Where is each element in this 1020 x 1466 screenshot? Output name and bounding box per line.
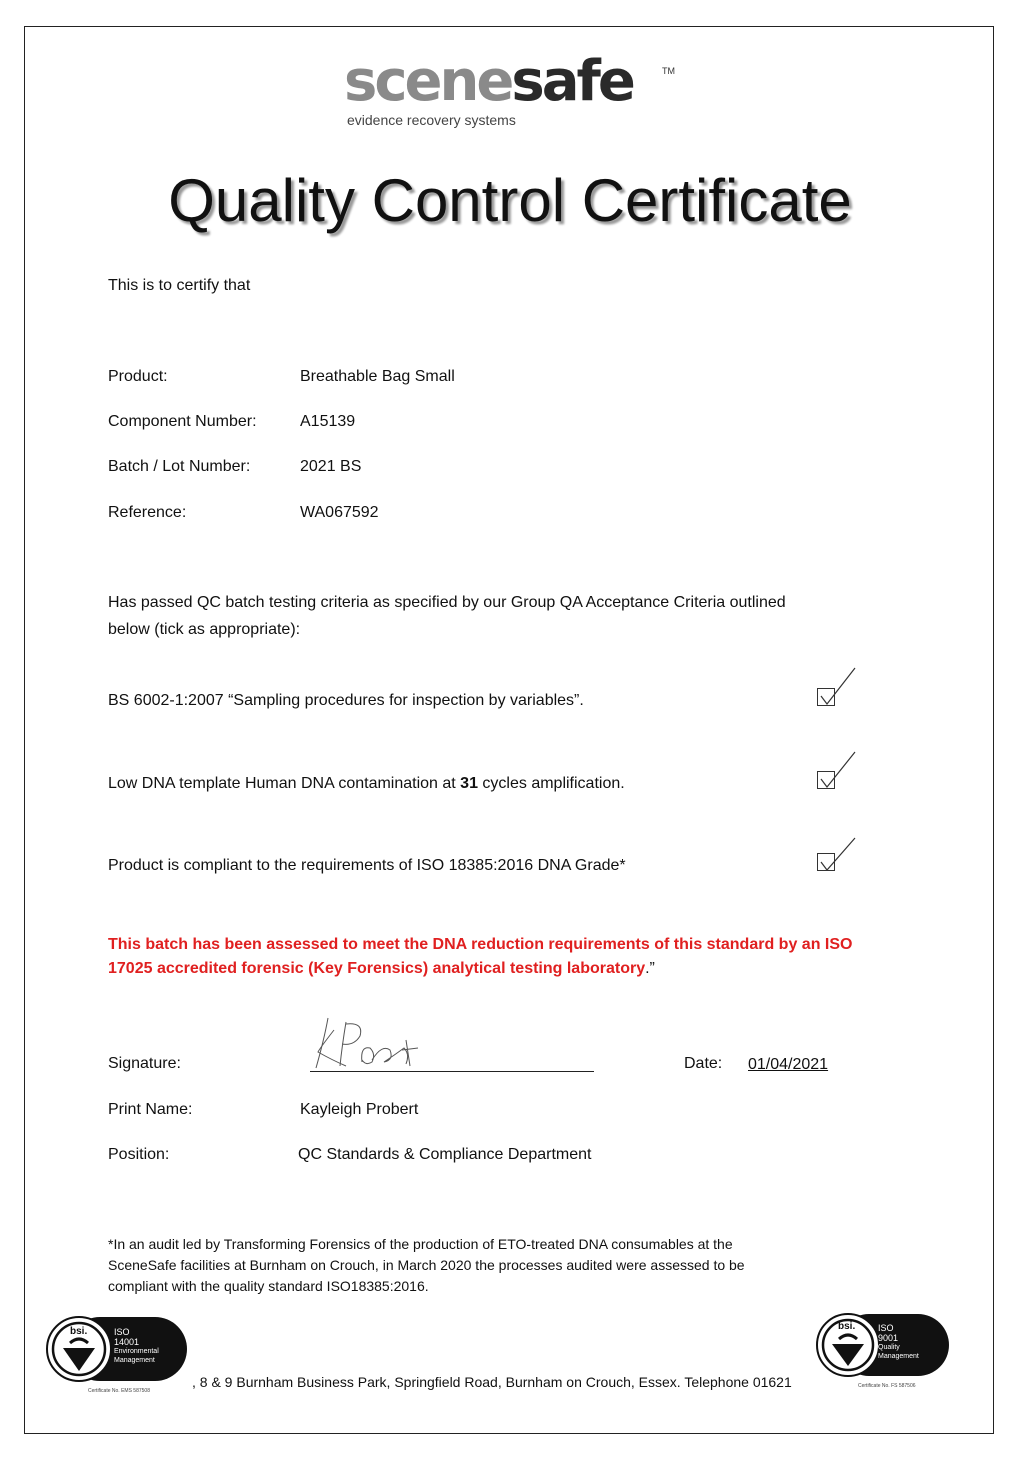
logo-trademark: TM (662, 66, 675, 76)
component-number-label: Component Number: (108, 413, 257, 430)
batch-lot-value: 2021 BS (300, 458, 362, 475)
logo-word-light: scene (344, 49, 512, 114)
logo-tagline: evidence recovery systems (347, 112, 516, 128)
bsi-iso14001-badge (46, 1316, 188, 1382)
scenesafe-logo (344, 49, 633, 114)
position-label: Position: (108, 1146, 170, 1163)
assessment-line2-end: .” (645, 960, 655, 977)
iso14001-line2: 14001 (114, 1337, 140, 1347)
criterion-dna-text-post: cycles amplification. (477, 775, 625, 792)
criterion-dna-contamination (108, 774, 625, 794)
criterion-dna-text-pre: Low DNA template Human DNA contamination at (108, 775, 461, 792)
footnote-line1: *In an audit led by Transforming Forensics of the production of ETO-treated DNA consumables at the (108, 1236, 733, 1252)
iso9001-line3: Quality (878, 1344, 900, 1351)
page-border (24, 26, 994, 1434)
iso14001-line1: ISO (114, 1327, 130, 1337)
date-value: 01/04/2021 (748, 1056, 829, 1073)
bsi-right-cert-number: Certificate No. FS 587506 (858, 1383, 916, 1389)
criterion-iso18385-tick-icon (812, 834, 860, 880)
assessment-line1: This batch has been assessed to meet the DNA reduction requirements of this standard by an ISO (108, 936, 853, 953)
criteria-intro-line1: Has passed QC batch testing criteria as specified by our Group QA Acceptance Criteria outlined (108, 594, 786, 611)
component-number-value: A15139 (300, 413, 356, 430)
criterion-bs6002: BS 6002-1:2007 “Sampling procedures for inspection by variables”. (108, 692, 584, 709)
assessment-line2 (108, 959, 655, 979)
criterion-dna-cycles: 31 (460, 775, 478, 792)
reference-label: Reference: (108, 504, 187, 521)
assessment-line2-red: 17025 accredited forensic (Key Forensics) analytical testing laboratory (108, 960, 646, 977)
bsi-brand-right: bsi. (838, 1321, 856, 1332)
criterion-dna-tick-icon (812, 748, 860, 794)
footnote-line3: compliant with the quality standard ISO18385:2016. (108, 1278, 429, 1294)
criterion-iso18385: Product is compliant to the requirements of ISO 18385:2016 DNA Grade* (108, 857, 626, 874)
certificate-title: Quality Control Certificate (168, 167, 852, 234)
iso14001-line4: Management (114, 1357, 155, 1364)
iso9001-text (878, 1323, 919, 1361)
batch-lot-label: Batch / Lot Number: (108, 458, 251, 475)
print-name-label: Print Name: (108, 1101, 193, 1118)
signature-line (310, 1071, 594, 1072)
footnote-line2: SceneSafe facilities at Burnham on Crouch, in March 2020 the processes audited were assessed to be (108, 1257, 745, 1273)
logo-word-dark: safe (511, 49, 633, 114)
intro-text: This is to certify that (108, 277, 251, 294)
criteria-intro-line2: below (tick as appropriate): (108, 621, 301, 638)
iso9001-line2: 9001 (878, 1333, 899, 1343)
iso9001-line1: ISO (878, 1323, 894, 1333)
position-value: QC Standards & Compliance Department (298, 1146, 592, 1163)
reference-value: WA067592 (300, 504, 379, 521)
iso14001-text (114, 1327, 159, 1365)
product-value: Breathable Bag Small (300, 368, 455, 385)
print-name-value: Kayleigh Probert (300, 1101, 419, 1118)
criterion-bs6002-tick-icon (812, 664, 860, 710)
iso14001-line3: Environmental (114, 1348, 159, 1355)
handwritten-signature (306, 1010, 426, 1072)
company-address: , 8 & 9 Burnham Business Park, Springfield Road, Burnham on Crouch, Essex. Telephone 01621 (192, 1374, 792, 1390)
product-label: Product: (108, 368, 168, 385)
iso9001-line4: Management (878, 1353, 919, 1360)
bsi-left-cert-number: Certificate No. EMS 587508 (88, 1388, 150, 1394)
bsi-brand-left: bsi. (70, 1326, 88, 1337)
bsi-iso9001-badge (816, 1313, 950, 1377)
date-label: Date: (684, 1055, 723, 1072)
signature-label: Signature: (108, 1055, 181, 1072)
